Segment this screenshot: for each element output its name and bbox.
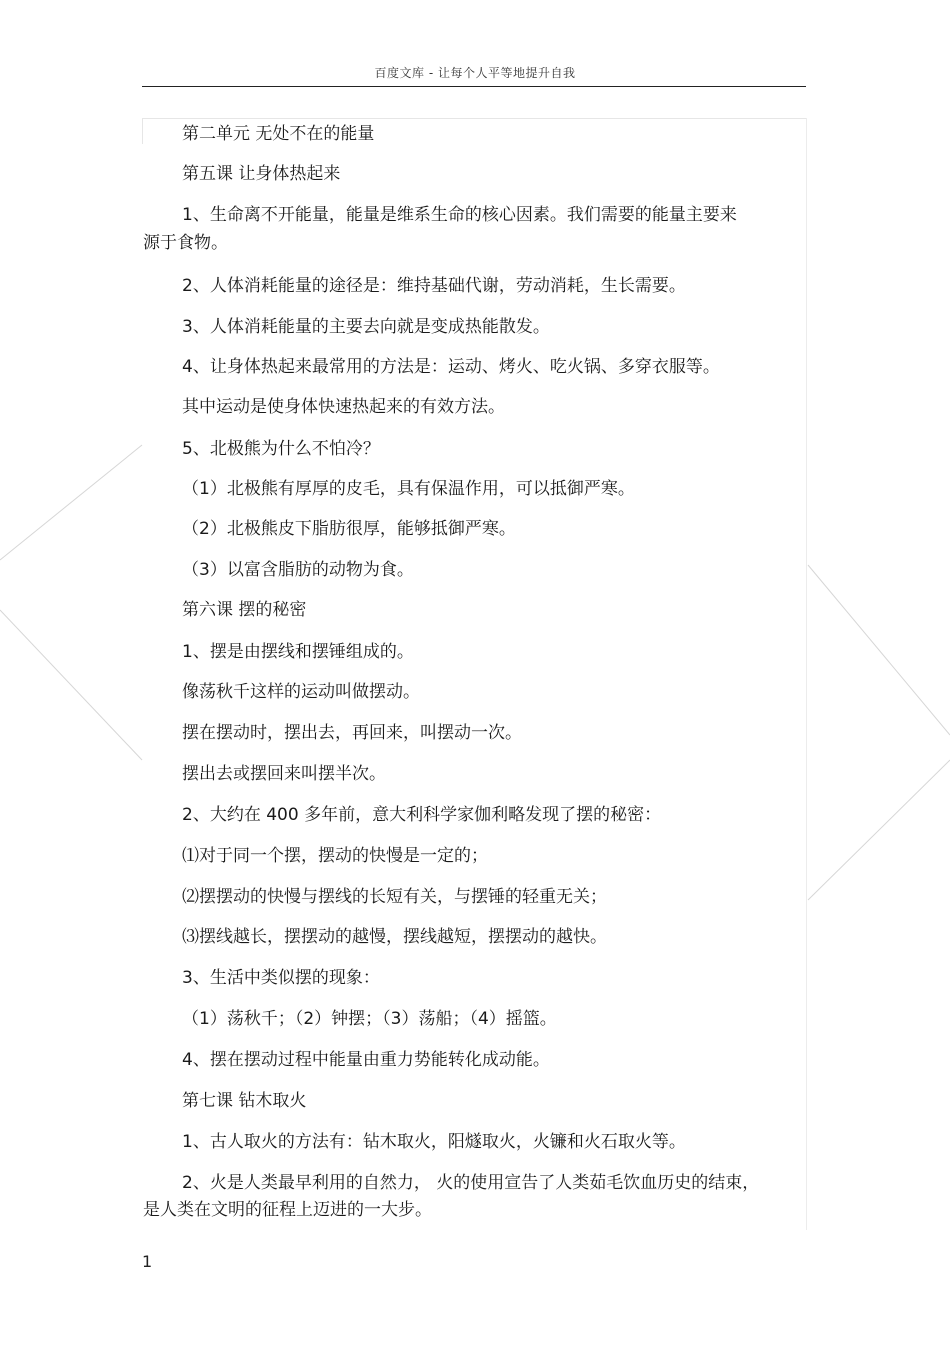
- paragraph-line: 2、人体消耗能量的途径是：维持基础代谢，劳动消耗，生长需要。: [182, 276, 686, 296]
- paragraph-line: ⑶摆线越长，摆摆动的越慢，摆线越短，摆摆动的越快。: [182, 927, 607, 947]
- paragraph-line: （1）荡秋千；（2）钟摆；（3）荡船；（4）摇篮。: [182, 1009, 557, 1029]
- paragraph-line: 2、火是人类最早利用的自然力， 火的使用宣告了人类茹毛饮血历史的结束，: [182, 1173, 760, 1193]
- paragraph-line: 摆在摆动时，摆出去，再回来，叫摆动一次。: [182, 723, 522, 743]
- content-frame-left: [142, 118, 143, 144]
- paragraph-line: 是人类在文明的征程上迈进的一大步。: [143, 1200, 432, 1220]
- paragraph-line: 2、大约在 400 多年前，意大利科学家伽利略发现了摆的秘密：: [182, 805, 662, 825]
- paragraph-line: ⑴对于同一个摆，摆动的快慢是一定的；: [182, 846, 488, 866]
- paragraph-line: 其中运动是使身体快速热起来的有效方法。: [182, 397, 505, 417]
- header-divider: [142, 86, 806, 87]
- paragraph-line: 5、北极熊为什么不怕冷？: [182, 439, 380, 459]
- paragraph-line: 1、摆是由摆线和摆锤组成的。: [182, 642, 414, 662]
- paragraph-line: 4、让身体热起来最常用的方法是：运动、烤火、吃火锅、多穿衣服等。: [182, 357, 720, 377]
- paragraph-line: 3、生活中类似摆的现象：: [182, 968, 380, 988]
- lesson-title: 第六课 摆的秘密: [182, 600, 307, 620]
- paragraph-line: （3）以富含脂肪的动物为食。: [182, 560, 414, 580]
- paragraph-line: 4、摆在摆动过程中能量由重力势能转化成动能。: [182, 1050, 550, 1070]
- paragraph-line: 1、生命离不开能量，能量是维系生命的核心因素。我们需要的能量主要来: [182, 205, 737, 225]
- paragraph-line: 1、古人取火的方法有：钻木取火，阳燧取火，火镰和火石取火等。: [182, 1132, 686, 1152]
- paragraph-line: 摆出去或摆回来叫摆半次。: [182, 764, 386, 784]
- page-number: 1: [142, 1252, 153, 1271]
- paragraph-line: （1）北极熊有厚厚的皮毛，具有保温作用，可以抵御严寒。: [182, 479, 635, 499]
- lesson-title: 第七课 钻木取火: [182, 1091, 307, 1111]
- page-header: 百度文库 - 让每个人平等地提升自我: [374, 66, 576, 80]
- unit-title: 第二单元 无处不在的能量: [182, 124, 375, 144]
- content-frame-right: [806, 118, 807, 1230]
- paragraph-line: 像荡秋千这样的运动叫做摆动。: [182, 682, 420, 702]
- lesson-title: 第五课 让身体热起来: [182, 164, 341, 184]
- paragraph-line: （2）北极熊皮下脂肪很厚，能够抵御严寒。: [182, 519, 516, 539]
- paragraph-line: ⑵摆摆动的快慢与摆线的长短有关，与摆锤的轻重无关；: [182, 887, 607, 907]
- content-frame-top: [142, 118, 806, 119]
- paragraph-line: 源于食物。: [143, 233, 228, 253]
- paragraph-line: 3、人体消耗能量的主要去向就是变成热能散发。: [182, 317, 550, 337]
